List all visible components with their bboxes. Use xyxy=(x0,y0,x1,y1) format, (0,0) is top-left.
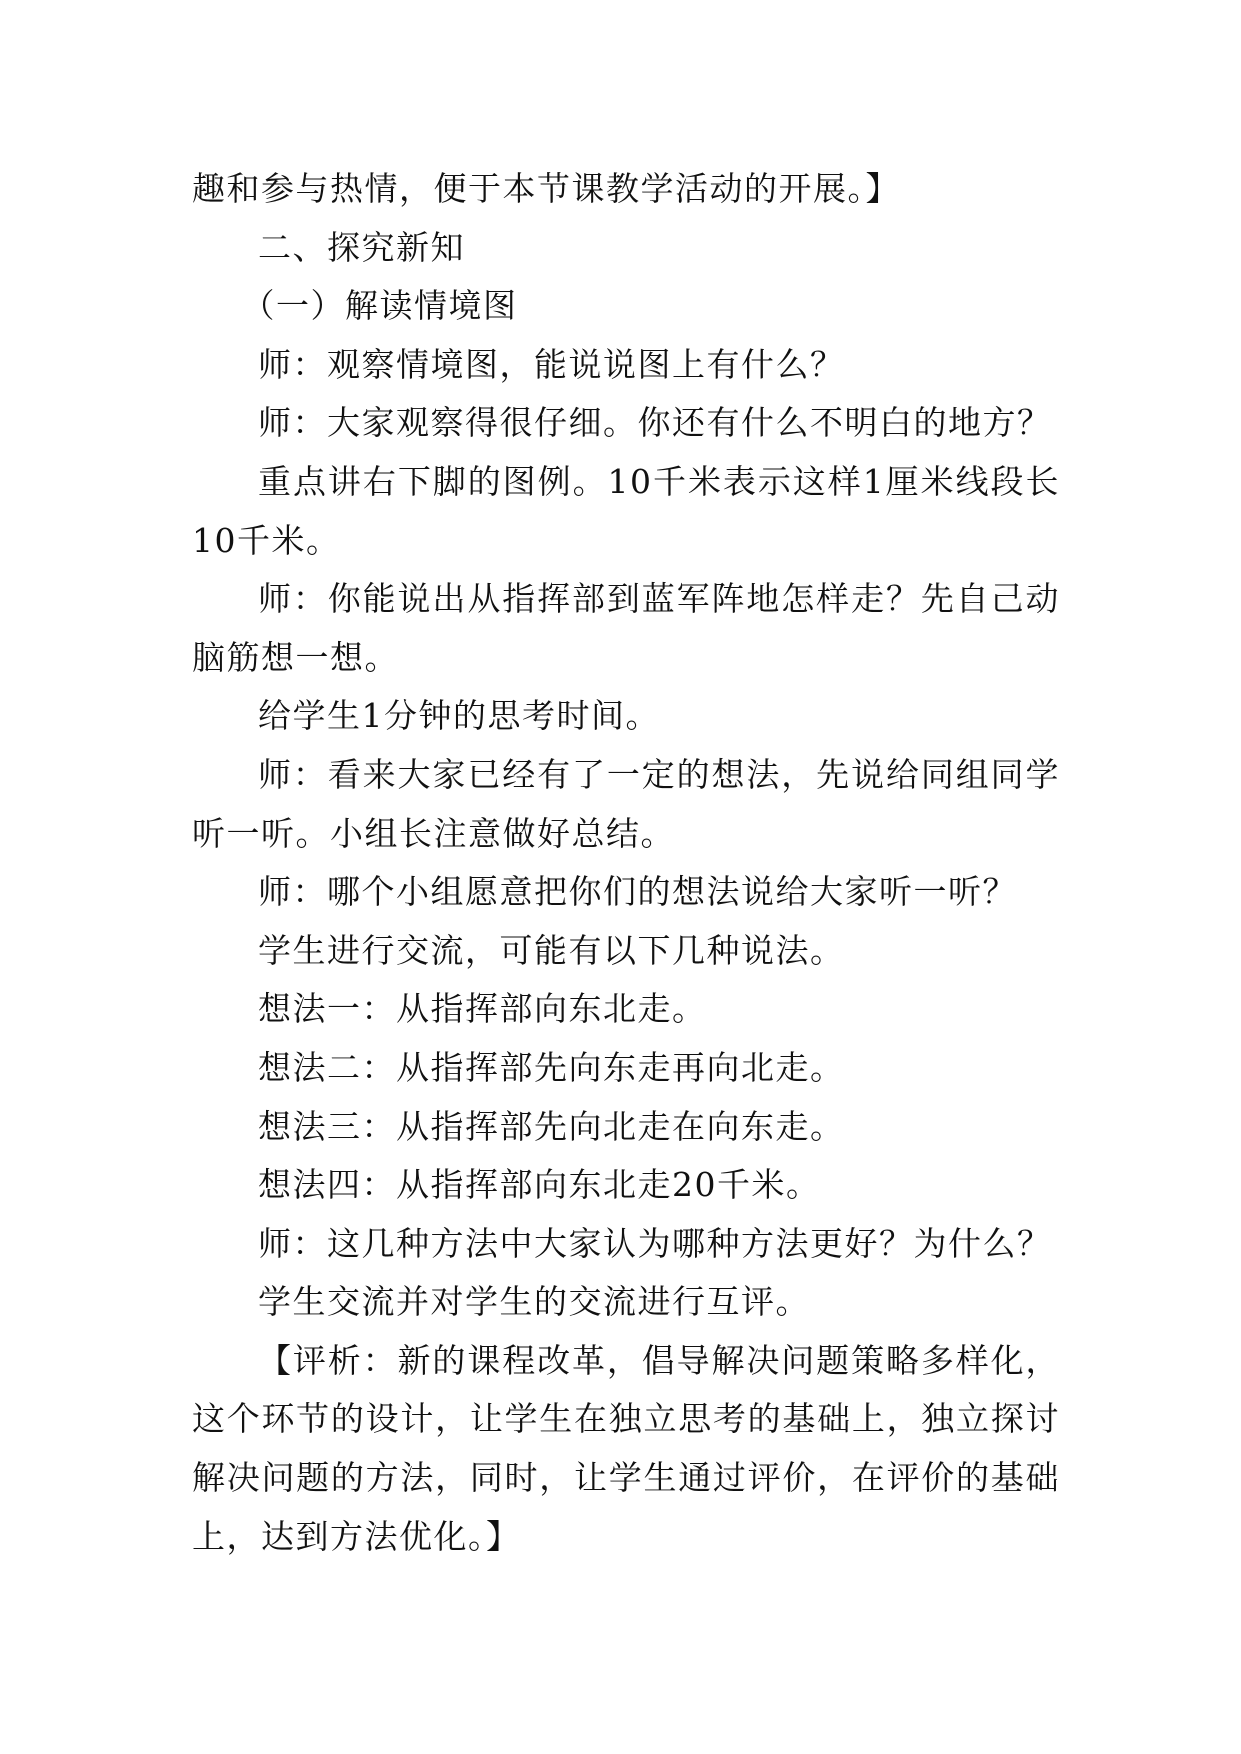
paragraph: 师：观察情境图，能说说图上有什么？ xyxy=(258,344,845,384)
paragraph: 想法四：从指挥部向东北走20千米。 xyxy=(258,1165,821,1205)
subsection-heading: （一）解读情境图 xyxy=(241,286,518,326)
paragraph: 学生进行交流，可能有以下几种说法。 xyxy=(258,930,845,970)
paragraph: 师：这几种方法中大家认为哪种方法更好？为什么？ xyxy=(258,1223,1052,1263)
document-body xyxy=(192,160,1060,1566)
section-heading: 二、探究新知 xyxy=(258,227,465,267)
paragraph: 重点讲右下脚的图例。10千米表示这样1厘米线段长10千米。 xyxy=(192,461,1060,560)
paragraph: 给学生1分钟的思考时间。 xyxy=(258,696,660,736)
paragraph: 想法二：从指挥部先向东走再向北走。 xyxy=(258,1047,845,1087)
paragraph: 师：看来大家已经有了一定的想法，先说给同组同学听一听。小组长注意做好总结。 xyxy=(192,754,1060,853)
paragraph: 想法三：从指挥部先向北走在向东走。 xyxy=(258,1106,845,1146)
paragraph: 师：你能说出从指挥部到蓝军阵地怎样走？先自己动脑筋想一想。 xyxy=(192,579,1060,677)
commentary-paragraph: 【评析：新的课程改革，倡导解决问题策略多样化，这个环节的设计，让学生在独立思考的基础上，独立探讨解决问题的方法，同时，让学生通过评价，在评价的基础上，达到方法优化。】 xyxy=(192,1340,1060,1556)
paragraph: 师：大家观察得很仔细。你还有什么不明白的地方？ xyxy=(258,403,1052,443)
paragraph-continuation: 趣和参与热情，便于本节课教学活动的开展。】 xyxy=(192,169,900,208)
paragraph: 师：哪个小组愿意把你们的想法说给大家听一听？ xyxy=(258,872,1017,912)
paragraph: 学生交流并对学生的交流进行互评。 xyxy=(258,1282,810,1322)
paragraph: 想法一：从指挥部向东北走。 xyxy=(258,989,707,1029)
